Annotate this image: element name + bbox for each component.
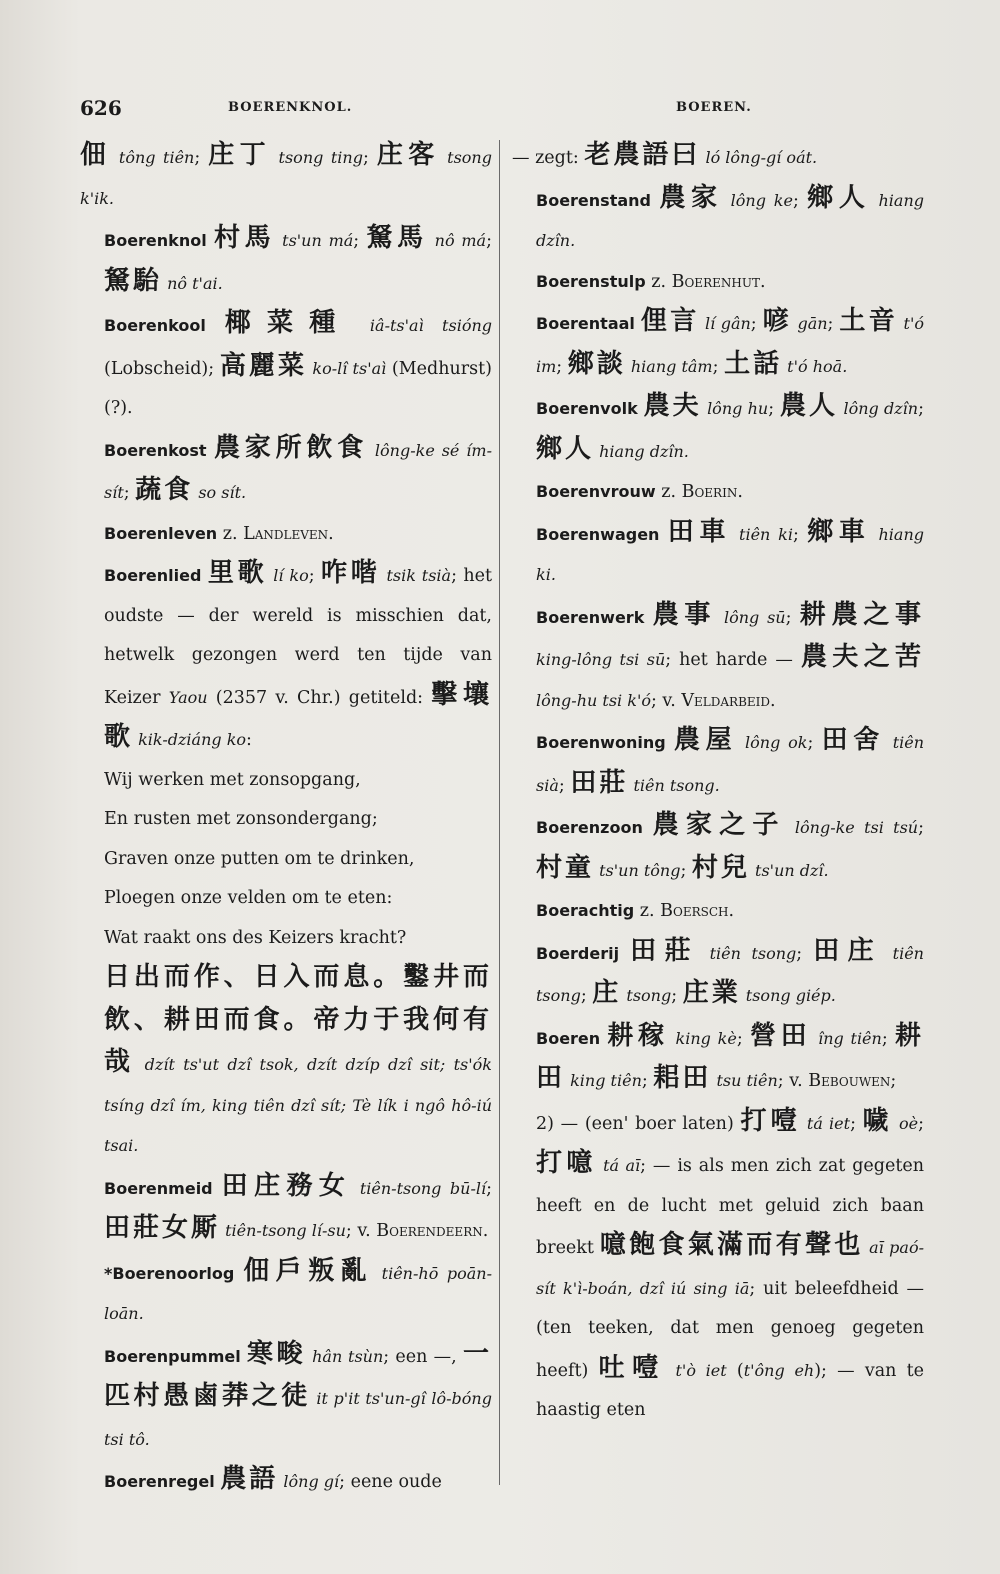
chinese-characters: 耕田	[536, 1020, 924, 1093]
gloss-text: z.	[661, 482, 682, 502]
gloss-text: ; eene oude	[339, 1472, 442, 1492]
gloss-text: :	[246, 730, 252, 750]
romanization: lí ko	[267, 566, 309, 585]
chinese-characters: 土話	[724, 348, 783, 379]
gloss-text: ;	[918, 818, 924, 838]
cross-reference: Landleven.	[243, 523, 334, 544]
gloss-text: ; uit beleefdheid — (ten teeken, dat men genoeg gegeten heeft)	[536, 1278, 924, 1381]
chinese-characters: 農夫	[643, 391, 702, 421]
entry-boerenoorlog	[80, 1252, 492, 1335]
romanization: t'ó im	[536, 314, 925, 376]
gloss-text: ;	[793, 524, 808, 545]
gloss-text: ;	[827, 314, 840, 334]
romanization: iâ-ts'aì tsióng	[351, 316, 492, 335]
gloss-text: ;	[881, 1028, 895, 1049]
romanization: tsu tiên	[711, 1071, 778, 1090]
romanization: kik-dziáng ko	[133, 730, 247, 749]
romanization: ts'un tông	[594, 860, 681, 880]
headword: Boerenkool	[104, 316, 225, 335]
gloss-text: ;	[486, 1178, 493, 1199]
gloss-text: ;	[918, 399, 925, 419]
chinese-characters: 打噎	[740, 1105, 801, 1136]
cross-reference: Bebouwen	[808, 1071, 891, 1091]
romanization: it p'it ts'un-gî lô-bóng tsi tô.	[104, 1389, 492, 1449]
chinese-characters: 農家	[659, 182, 723, 213]
romanization: hiang dzîn.	[594, 441, 689, 461]
gloss-text: ;	[792, 190, 808, 211]
chinese-characters: 噫飽食氣滿而有聲也	[599, 1230, 864, 1260]
gloss-text: ;	[558, 775, 571, 796]
headword: Boerenvrouw	[536, 482, 662, 501]
chinese-characters: 田莊女厮	[104, 1213, 221, 1243]
romanization: tiên tsong	[699, 943, 797, 963]
romanization: gān	[792, 314, 828, 333]
entry-boerenmeid	[80, 1167, 492, 1252]
headword: Boerderij	[536, 943, 631, 963]
chinese-characters: 田庄務女	[221, 1170, 352, 1201]
gloss-text: ;	[750, 314, 763, 334]
romanization: lí gân	[699, 314, 751, 333]
headword: Boerenpummel	[104, 1346, 247, 1366]
chinese-characters: 佃	[80, 140, 112, 170]
gloss-text: ;	[556, 356, 568, 377]
chinese-characters: 田莊	[570, 767, 629, 798]
cross-reference: Boerendeern.	[376, 1221, 489, 1241]
chinese-characters: 老農語曰	[584, 140, 701, 170]
romanization: tá aī	[596, 1156, 641, 1175]
gloss-text: 2) — (een' boer laten)	[536, 1113, 741, 1134]
chinese-characters: 日出而作、日入而息。鑿井而飲、耕田而食。帝力于我何有哉	[104, 962, 492, 1077]
headword: Boerenstand	[536, 190, 660, 210]
gloss-text: ;	[486, 231, 492, 251]
chinese-characters: 一匹村愚鹵莽之徒	[104, 1338, 492, 1411]
entry-boerenstulp	[512, 262, 924, 303]
gloss-text: ); — van te haastig eten	[536, 1360, 924, 1420]
chinese-characters: 村童	[536, 852, 595, 883]
romanization: t'ông eh	[743, 1360, 815, 1380]
gloss-text: z.	[651, 271, 672, 292]
romanization: oè	[892, 1113, 919, 1133]
gloss-text: (	[726, 1360, 744, 1381]
gloss-text: ;	[785, 607, 800, 628]
cross-reference: Veldarbeid.	[681, 690, 776, 711]
chinese-characters: 村馬	[213, 223, 276, 253]
gloss-text: ;	[918, 1113, 924, 1134]
romanization: lông-ke sé ím-sít	[104, 440, 492, 502]
chinese-characters: 農事	[652, 599, 717, 630]
gloss-text: ;	[353, 231, 367, 251]
gloss-text: ; — is als men zich zat gegeten heeft en de lucht met geluid zich baan breekt	[536, 1156, 924, 1258]
chinese-characters: 耕農之事	[799, 599, 924, 630]
romanization: tsong ting	[271, 148, 363, 167]
chinese-characters: 鄉車	[807, 516, 871, 547]
gloss-text: ;	[890, 1071, 897, 1091]
headword: Boerenkost	[104, 440, 214, 460]
entry-boerenknol	[80, 219, 492, 304]
gloss-text: ;	[680, 860, 692, 881]
romanization: tsong k'ik.	[80, 148, 492, 208]
chinese-characters: 佃戶叛亂	[243, 1255, 374, 1286]
headword: Boerenwagen	[536, 524, 668, 544]
chinese-characters: 庄丁	[208, 140, 272, 170]
entry-continuation	[80, 136, 492, 219]
column-divider	[499, 140, 500, 1485]
gloss-text: z.	[639, 901, 661, 921]
chinese-characters: 寒畯	[246, 1338, 307, 1369]
romanization: tá iet	[800, 1113, 851, 1133]
gloss-text: ;	[641, 1071, 654, 1091]
entry-continuation	[512, 136, 924, 179]
romanization: hân tsùn	[306, 1346, 384, 1366]
romanization: t'ò iet	[665, 1360, 727, 1380]
gloss-text: ; v.	[345, 1221, 377, 1241]
entry-boeren	[512, 1017, 924, 1102]
gloss-text: ;	[768, 399, 780, 419]
headword: Boerenmeid	[104, 1178, 222, 1198]
entry-boerenpummel	[80, 1335, 492, 1461]
headword: Boeren	[536, 1028, 608, 1048]
page-number: 626	[80, 96, 122, 120]
headword: Boerachtig	[536, 901, 640, 920]
entry-boerenlied	[80, 554, 492, 761]
romanization: tiên tsong	[536, 943, 924, 1005]
entry-boerachtig	[512, 891, 924, 932]
chinese-characters: 營田	[749, 1020, 812, 1051]
chinese-characters: 農語	[220, 1464, 279, 1494]
chinese-characters: 田莊	[630, 935, 700, 966]
romanization: aī paó-sít k'ì-boán, dzî iú sing iā	[536, 1238, 924, 1298]
chinese-characters: 耜田	[653, 1063, 712, 1093]
chinese-characters: 農家之子	[652, 810, 786, 840]
chinese-characters: 咋喈	[320, 558, 381, 588]
chinese-characters: 鄉人	[807, 182, 871, 213]
gloss-text: ; het harde —	[665, 650, 801, 670]
chinese-characters: 耕稼	[607, 1020, 669, 1051]
romanization: hiang ki.	[536, 524, 924, 584]
romanization: nô má	[427, 231, 487, 250]
entry-boerenkost	[80, 429, 492, 514]
gloss-text: ;	[194, 148, 209, 168]
chinese-characters: 吐噎	[598, 1352, 666, 1383]
romanization: hiang tâm	[625, 356, 713, 376]
chinese-characters: 田庄	[813, 935, 883, 966]
gloss-text: — zegt:	[512, 148, 585, 168]
romanization: ts'un má	[275, 231, 354, 250]
page-header	[80, 96, 920, 126]
gloss-text: ;	[796, 943, 814, 964]
chinese-characters: 噦	[862, 1105, 893, 1136]
romanization: lông sū	[716, 607, 786, 627]
right-column	[512, 136, 924, 1431]
chinese-characters: 庄業	[682, 978, 741, 1008]
left-column	[80, 136, 492, 1503]
chinese-characters: 農人	[779, 391, 839, 421]
chinese-characters: 椰菜種	[224, 308, 352, 338]
entry-boerenwoning	[512, 721, 924, 806]
chinese-characters: 打噫	[536, 1148, 597, 1178]
entry-boerenwerk	[512, 596, 924, 722]
chinese-characters: 高麗菜	[219, 350, 308, 381]
gloss-text: ; v.	[650, 690, 682, 711]
cross-reference: Boerin.	[681, 482, 743, 502]
chinese-characters: 村兒	[691, 852, 750, 883]
gloss-text: ;	[807, 733, 822, 753]
gloss-text: (Medhurst) (?).	[104, 358, 492, 418]
romanization: tsong giép.	[740, 986, 836, 1005]
romanization: tsong	[621, 986, 672, 1005]
poem-lines: Wij werken met zonsopgang, En rusten met zonsondergang; Graven onze putten om te drinken, Ploegen onze velden om te eten: Wat raakt ons des Keizers kracht?	[104, 769, 415, 948]
cross-reference: Boersch.	[660, 901, 735, 921]
romanization: tiên ki	[731, 524, 793, 544]
entry-boerenleven	[80, 514, 492, 555]
chinese-characters: 喭	[762, 306, 792, 336]
entry-poem-chinese	[80, 958, 492, 1167]
romanization: lông-hu tsi k'ó	[536, 690, 651, 710]
entry-boerentaal	[512, 302, 924, 387]
entry-boeren-2	[512, 1102, 924, 1431]
entry-boerderij	[512, 932, 924, 1017]
gloss-text: ; het oudste — der wereld is misschien dat, hetwelk gezongen werd ten tijde van Keizer	[104, 566, 493, 708]
chinese-characters: 田車	[667, 516, 732, 547]
romanization: îng tiên	[811, 1028, 882, 1048]
romanization: dzít ts'ut dzî tsok, dzít dzíp dzî sit; ts'ók tsíng dzî ím, king tiên dzî sít; Tè lík i ngô hô-iú tsai.	[104, 1055, 492, 1155]
headword: Boerenlied	[104, 566, 208, 585]
cross-reference: Boerenhut.	[671, 271, 766, 292]
gloss-text: ; een —,	[383, 1346, 463, 1367]
romanization: lông ke	[722, 190, 793, 210]
romanization: Yaou	[168, 687, 208, 707]
chinese-characters: 農家所飲食	[213, 432, 369, 463]
romanization: lông ok	[737, 733, 808, 752]
chinese-characters: 農屋	[673, 725, 738, 755]
gloss-text: (2357 v. Chr.) getiteld:	[207, 687, 432, 708]
romanization: ts'un dzî.	[749, 860, 829, 880]
chinese-characters: 擊壤歌	[104, 679, 492, 752]
chinese-characters: 俚言	[640, 306, 700, 336]
headword: Boerenvolk	[536, 399, 644, 418]
romanization: tông tiên	[111, 148, 195, 167]
romanization: king-lông tsi sū	[536, 650, 666, 669]
headword: Boerenzoon	[536, 818, 653, 837]
romanization: tiên-hō poān-loān.	[104, 1263, 492, 1323]
romanization: tiên-tsong lí-su	[220, 1221, 346, 1240]
chinese-characters: 土音	[839, 306, 899, 336]
gloss-text: z.	[222, 523, 244, 544]
chinese-characters: 農夫之苦	[800, 642, 924, 672]
gloss-text: ; v.	[777, 1071, 809, 1091]
romanization: tiên-tsong bū-lí	[351, 1178, 487, 1198]
entry-boerenzoon	[512, 806, 924, 891]
gloss-text: (Lobscheid);	[104, 358, 220, 379]
romanization: tiên sià	[536, 733, 925, 795]
gloss-text: ;	[712, 356, 725, 377]
chinese-characters: 庄客	[376, 140, 440, 170]
left-running-head: BOERENKNOL.	[228, 100, 353, 115]
gloss-text: ;	[736, 1028, 750, 1049]
romanization: king tiên	[565, 1071, 642, 1090]
entry-boerenwagen	[512, 513, 924, 596]
romanization: tsik tsià	[380, 566, 452, 585]
headword: Boerenwoning	[536, 733, 674, 752]
romanization: king kè	[668, 1028, 737, 1048]
romanization: ko-lî ts'aì	[307, 358, 387, 378]
headword: Boerentaal	[536, 314, 641, 333]
chinese-characters: 蔬食	[135, 475, 194, 505]
headword: Boerenknol	[104, 231, 214, 250]
romanization: lông gí	[278, 1472, 340, 1491]
headword: Boerenregel	[104, 1472, 221, 1491]
gloss-text: ;	[580, 986, 593, 1006]
romanization: hiang dzîn.	[536, 190, 924, 250]
romanization: nô t'ai.	[162, 273, 223, 293]
entry-boerenkool	[80, 304, 492, 429]
chinese-characters: 駑駘	[104, 265, 163, 296]
entry-boerenvolk	[512, 387, 924, 472]
headword: *Boerenoorlog	[104, 1263, 244, 1283]
chinese-characters: 庄	[592, 978, 622, 1008]
headword: Boerenleven	[104, 523, 223, 543]
entry-boerenvrouw	[512, 472, 924, 513]
headword: Boerenstulp	[536, 271, 652, 291]
headword: Boerenwerk	[536, 607, 653, 627]
chinese-characters: 鄉人	[536, 433, 595, 464]
romanization: ló lông-gí oát.	[700, 148, 818, 167]
romanization: t'ó hoā.	[782, 356, 848, 376]
chinese-characters: 駑馬	[366, 223, 428, 253]
gloss-text: ;	[308, 566, 321, 586]
entry-boerenregel	[80, 1460, 492, 1503]
gloss-text: ;	[850, 1113, 863, 1134]
romanization: lông-ke tsi tsú	[785, 818, 919, 837]
gloss-text: ;	[671, 986, 683, 1006]
gloss-text: ;	[362, 148, 377, 168]
romanization: lông hu	[701, 399, 769, 418]
romanization: tiên tsong.	[628, 775, 720, 795]
chinese-characters: 里歌	[207, 558, 268, 588]
gloss-text: ;	[123, 483, 136, 503]
entry-boerenstand	[512, 179, 924, 262]
right-running-head: BOEREN.	[676, 100, 752, 115]
chinese-characters: 鄉談	[567, 348, 626, 379]
chinese-characters: 田舍	[821, 725, 885, 755]
romanization: lông dzîn	[838, 399, 919, 418]
romanization: so sít.	[193, 483, 247, 502]
